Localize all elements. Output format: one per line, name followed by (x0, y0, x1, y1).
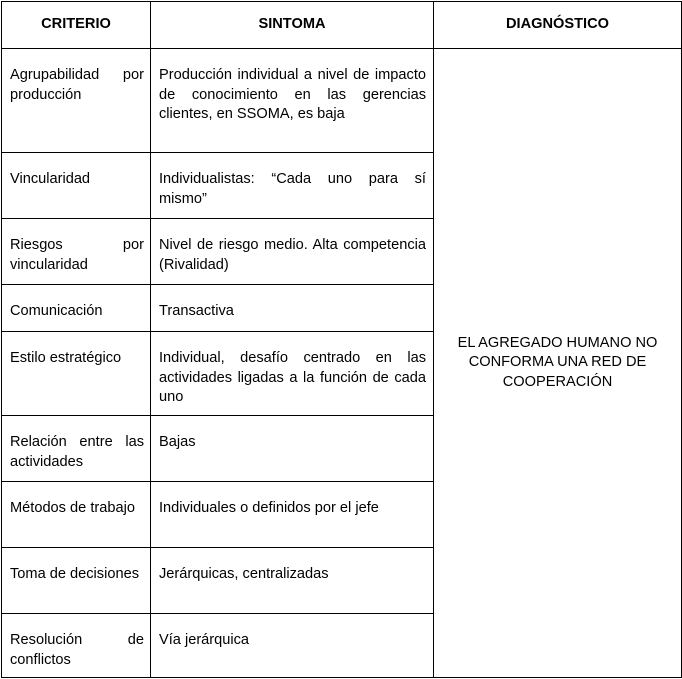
sintoma-cell: Nivel de riesgo medio. Alta competencia (Rivalidad) (151, 219, 434, 285)
sintoma-cell: Producción individual a nivel de impacto de conocimiento en las gerencias clientes, en SSOMA, es baja (151, 49, 434, 153)
sintoma-cell: Vía jerárquica (151, 614, 434, 678)
header-criterio: CRITERIO (2, 2, 151, 49)
sintoma-cell: Bajas (151, 416, 434, 482)
sintoma-cell: Individuales o definidos por el jefe (151, 482, 434, 548)
table-row (2, 49, 682, 153)
sintoma-cell: Transactiva (151, 285, 434, 332)
diagnosis-table (1, 1, 682, 678)
header-diagnostico: DIAGNÓSTICO (434, 2, 682, 49)
criterio-cell: Estilo estratégico (2, 332, 151, 416)
sintoma-cell: Jerárquicas, centralizadas (151, 548, 434, 614)
criterio-cell: Relación entre las actividades (2, 416, 151, 482)
criterio-cell: Riesgos por vincularidad (2, 219, 151, 285)
criterio-cell: Agrupabilidad por producción (2, 49, 151, 153)
header-sintoma: SINTOMA (151, 2, 434, 49)
criterio-cell: Resolución de conflictos (2, 614, 151, 678)
criterio-cell: Vincularidad (2, 153, 151, 219)
criterio-cell: Comunicación (2, 285, 151, 332)
diagnostico-cell: EL AGREGADO HUMANO NO CONFORMA UNA RED DE COOPERACIÓN (434, 49, 682, 678)
sintoma-cell: Individual, desafío centrado en las actividades ligadas a la función de cada uno (151, 332, 434, 416)
sintoma-cell: Individualistas: “Cada uno para sí mismo” (151, 153, 434, 219)
header-row (2, 2, 682, 49)
criterio-cell: Métodos de trabajo (2, 482, 151, 548)
criterio-cell: Toma de decisiones (2, 548, 151, 614)
